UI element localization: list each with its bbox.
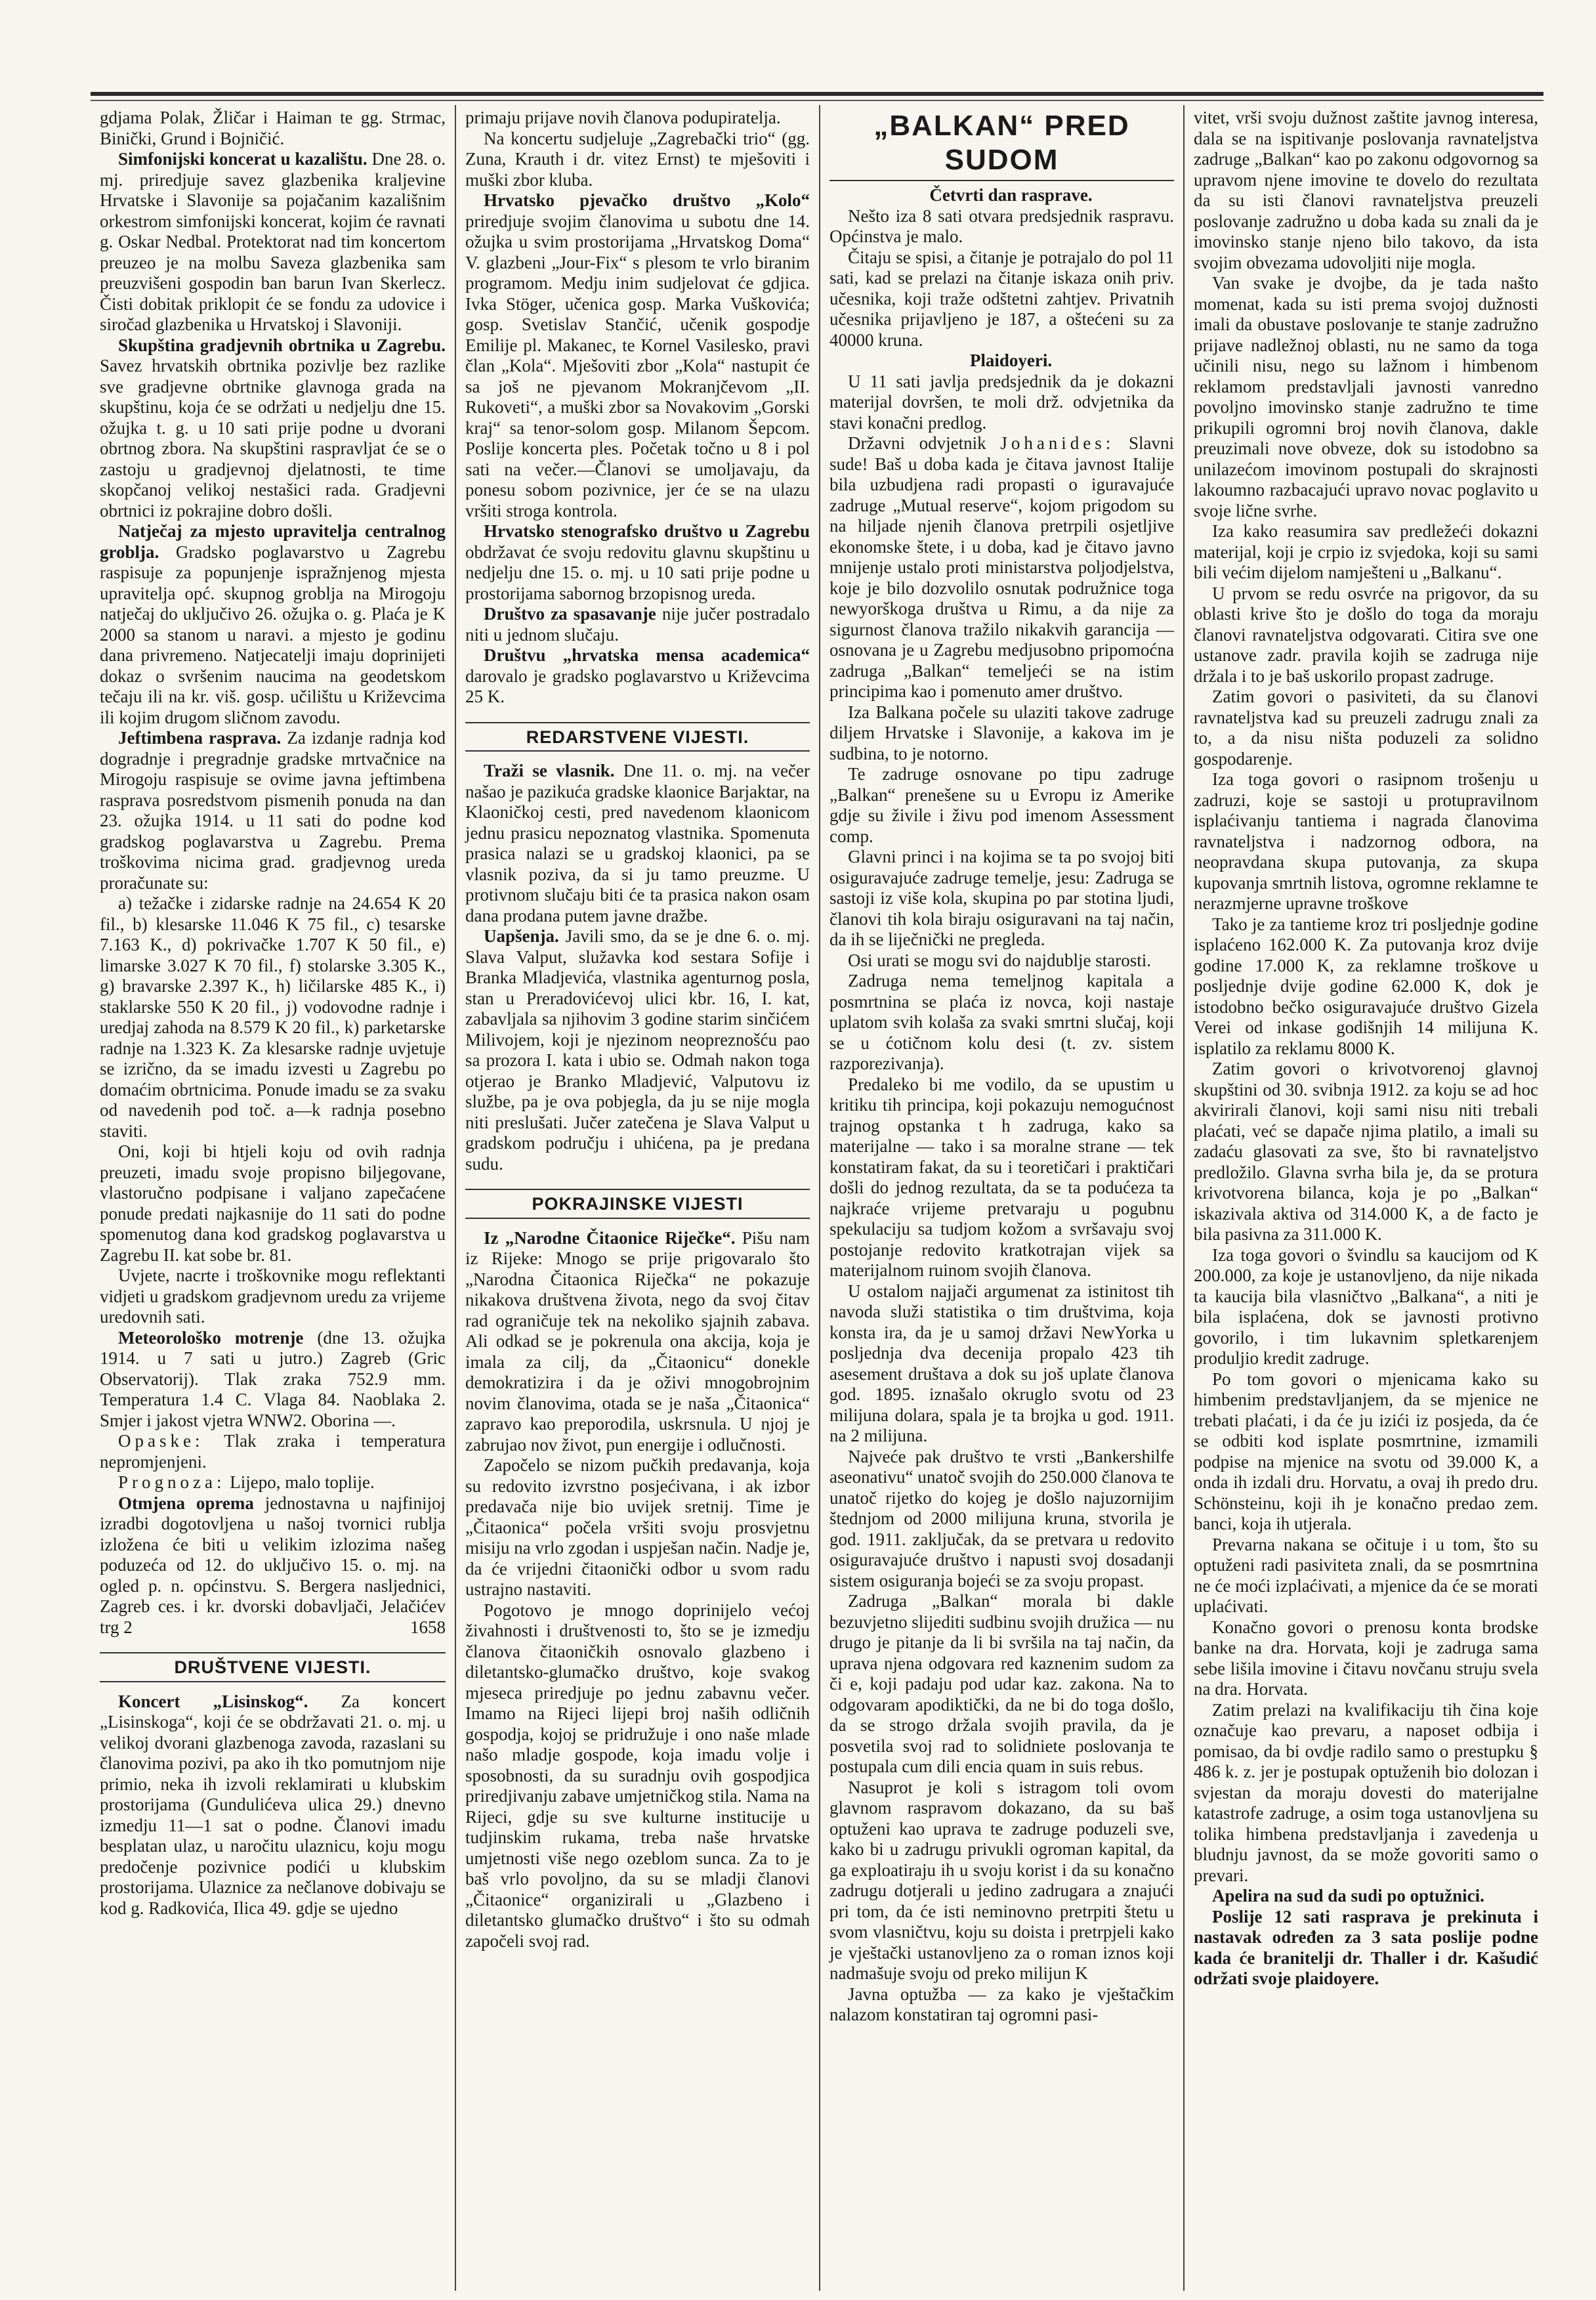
paragraph: Predaleko bi me vodilo, da se upustim u kritiku tih principa, koji pokazuju nemogućnost trajnog opstanka t h zadruga, kako sa materijalne — tako i sa moralne strane — tek konstatiram fakat, da su i teoretičari i praktičari došli do jednog rezultata, da se ta podućeza ta najkraće vrijeme pretvaraju u pogubnu spekulaciju sa tudjom kožom a svršavaju svoj postojanje redovito kratkotrajan vijek sa materijalnom ruinom svojih članova. xyxy=(830,1074,1174,1280)
news-item xyxy=(465,1228,810,1456)
masthead-rule-thin xyxy=(91,100,1544,101)
paragraph: Te zadruge osnovane po tipu zadruge „Balkan“ prenešene su u Evropu iz Amerike gdje su živile i živu pod imenom Assessment comp. xyxy=(830,764,1174,846)
paragraph: Zadruga „Balkan“ morala bi dakle bezuvjetno slijediti sudbinu svojih družica — nu drugo je pitanje da li bi svršila na taj način, da uprava njena odgovara red kaznenim sudom za či e, koji padaju pod udar kaz. zakona. Na to odgovaram apodiktički, da ne bi do toga došlo, da se strogo držala svojih pravila, da je posvetila svoj rad to solidniete poslovanja te postupala cum dili encia quam in suis rebus. xyxy=(830,1591,1174,1776)
paragraph: Uvjete, nacrte i troškovnike mogu reflektanti vidjeti u gradskom gradjevnom uredu za vrijeme uredovnih sati. xyxy=(100,1266,446,1327)
article-subheading: Plaidoyeri. xyxy=(969,351,1053,370)
item-text: Dne 11. o. mj. na večer našao je pazikuća gradske klaonice Barjaktar, na Klaoničkoj cesti, pred navedenom klaonicom jednu prasicu nepoznatog vlastnika. Spomenuta prasica nalazi se u gradskoj klaonici, pa se vlasnik poziva, da si ju tamo preuzme. U protivnom slučaju biti će ta prasica nakon osam dana prodana putem javne dražbe. xyxy=(465,761,810,926)
news-item xyxy=(465,604,810,645)
news-item xyxy=(465,761,810,926)
item-heading: Jeftimbena rasprava. xyxy=(118,728,282,748)
item-heading: Natječaj za mjesto upravitelja centralnog groblja. xyxy=(100,521,446,562)
item-text: jednostavna u najfinijoj izradbi dogotovljena u našoj tvornici rublja izložena će biti u velikim izlozima našeg poduzeća od 12. do uključivo 15. o. mj. na ogled p. n. općinstvu. S. Bergera nasljednici, Zagreb ces. i kr. dvorski dobavljači, Jelačićev trg 2 xyxy=(100,1493,446,1637)
paragraph: Započelo se nizom pučkih predavanja, koja su redovito izvrstno posjećivana, i ak izbor predavača nije bio uvijek sretnij. Time je „Čitaonica“ počela vršiti svoju prosvjetnu misiju na vrlo zgodan i uspješan način. Nadje je, da će vrijedni čitaonički odbor u svom radu ustrajno nastaviti. xyxy=(465,1455,810,1599)
news-item xyxy=(100,728,446,893)
speaker-name: Johanides: xyxy=(1000,433,1115,453)
item-text: Za izdanje radnja kod dogradnje i pregradnje gradske mrtvačnice na Mirogoju raspisuje se ovime javna jeftimbena rasprava posredstvom pismenih ponuda na dan 23. ožujka 1914. u 11 sati do podne kod gradskog poglavarstva u Zagrebu. Prema troškovima nicima grad. gradjevnog ureda proračunate su: xyxy=(100,728,446,893)
item-heading: Društvu „hrvatska mensa academica“ xyxy=(484,645,810,665)
item-heading: Hrvatsko pjevačko društvo „Kolo“ xyxy=(484,190,810,210)
item-text: Tlak zraka i temperatura nepromjenjeni. xyxy=(100,1431,446,1472)
paragraph xyxy=(830,433,1174,702)
paragraph: Apelira na sud da sudi po optužnici. xyxy=(1212,1886,1484,1906)
paragraph: Iza toga govori o rasipnom trošenju u zadruzi, koje se sastoji u protupravilnom isplaćivanju tantiema i nagrada članovima ravnateljstva i nadzornog odbora, na neopravdana skupa putovanja, za skupa kupovanja smrtnih listova, ogromne reklamne te nerazmjerne upravne troškove xyxy=(1194,769,1538,913)
paragraph: Tako je za tantieme kroz tri posljednje godine isplaćeno 162.000 K. Za putovanja kroz dvije godine 17.000 K, za reklamne troškove u posljednje dvije godine 62.000 K, dok je istodobno bečko osiguravajuće društvo Gizela Verei od inkase godišnjih 14 milijuna K. isplatilo za reklamu 8000 K. xyxy=(1194,914,1538,1058)
item-text: Za koncert „Lisinskoga“, koji će se obdržavati 21. o. mj. u velikoj dvorani glazbenoga zavoda, razaslani su članovima pozivi, pa ako ih tko pomutnjom nije primio, neka ih izvoli reklamirati u klubskim prostorijama (Gundulićeva ulica 29.) dnevno izmedju 11—1 sat o podne. Članovi imadu besplatan ulaz, u naročitu ulaznicu, koju mogu predočenje pozivnice podići u klubskim prostorijama. Ulaznice za nečlanove dobivaju se kod g. Radkovića, Ilica 49. gdje se ujedno xyxy=(100,1691,446,1918)
column-2 xyxy=(455,105,819,2291)
paragraph xyxy=(100,1472,446,1493)
section-heading: POKRAJINSKE VIJESTI xyxy=(465,1189,810,1219)
news-item xyxy=(100,521,446,728)
paragraph: primaju prijave novih članova podupiratelja. xyxy=(465,108,781,127)
item-text: Pišu nam iz Rijeke: Mnogo se prije prigovaralo što „Narodna Čitaonica Riječka“ ne pokazuje nikakova društvena života, nego da svoj čitav rad ograničuje tek na nekoliko sjajnih zabava. Ali odkad se je pokrenula ona akcija, koja je imala za cilj, da „Čitaonicu“ donekle demokratizira i da je oživi mnogobrojnim novim članovima, otada se je naša „Čitaonica“ zapravo kao preporodila, uskrsnula. U njoj je zabrujao nov život, pun energije i odlučnosti. xyxy=(465,1227,810,1455)
paragraph: gdjama Polak, Žličar i Haiman te gg. Strmac, Binički, Grund i Bojničić. xyxy=(100,108,446,148)
item-heading: Uapšenja. xyxy=(484,926,559,946)
item-heading: Koncert „Lisinskog“. xyxy=(118,1691,308,1711)
paragraph: Konačno govori o prenosu konta brodske banke na dra. Horvata, koji je zadruga sama sebe lišila imovine i čitavu novčanu struju svela na dra. Horvata. xyxy=(1194,1617,1538,1699)
column-1 xyxy=(91,105,455,2291)
item-heading: Društvo za spasavanje xyxy=(484,604,656,624)
paragraph: Javna optužba — za kako je vještačkim nalazom konstatiran taj ogromni pasi- xyxy=(830,1984,1174,2024)
paragraph: Čitaju se spisi, a čitanje je potrajalo do pol 11 sati, kad se prelazi na čitanje iskaza onih priv. učesnika, koji traže odštetni zahtjev. Privatnih učesnika prijavljeno je 187, a oštećeni su za 40000 kruna. xyxy=(830,247,1174,350)
paragraph: Prevarna nakana se očituje i u tom, što su optuženi radi pasiviteta znali, da se posmrtnina ne će moći izplaćivati, a mjenice da će se morati uplaćivati. xyxy=(1194,1534,1538,1616)
paragraph: Zatim prelazi na kvalifikaciju tih čina koje označuje kao prevaru, a naposet odbija i pomisao, da bi ovdje radilo samo o prestupku § 486 k. z. jer je postupak optuženih bio dolozan i svjestan da moraju dovesti do materijalne katastrofe zadruge, a osim toga ustanovljena su tolika himbena predstavljanja i zavedenja u bludnju javnost, da se može govoriti samo o prevari. xyxy=(1194,1699,1538,1885)
label: Opaske: xyxy=(118,1431,204,1451)
paragraph: Nešto iza 8 sati otvara predsjednik raspravu. Općinstva je malo. xyxy=(830,205,1174,246)
news-item xyxy=(100,1328,446,1432)
item-heading: Hrvatsko stenografsko društvo u Zagrebu xyxy=(484,521,810,541)
item-heading: Skupština gradjevnih obrtnika u Zagrebu. xyxy=(118,335,446,355)
news-item xyxy=(100,149,446,335)
column-4 xyxy=(1183,105,1547,2291)
paragraph: Nasuprot je koli s istragom toli ovom glavnom raspravom dokazano, da su baš optuženi kao uprava te zadruge poduzeli sve, kako bi u zadrugu privukli ogroman kapital, da ga exploatiraju ih u svoju korist i da su konačno zadrugu dotjerali u jedino zadrugara a znajući pri tom, da će isti neminovno pretrpiti štetu u svom vlasničtvu, koju su doista i pretrpjeli kako je vještački ustanovljeno za o roman iznos koji nadmašuje svoju od preko milijun K xyxy=(830,1777,1174,1983)
paragraph: U prvom se redu osvrće na prigovor, da su oblasti krive što je došlo do toga da moraju članovi ravnateljstva odgovarati. Citira sve one ustanove zadr. pravila kojih se zadruga nije držala i to je baš uskorilo propast zadruge. xyxy=(1194,583,1538,686)
item-text: Javili smo, da se je dne 6. o. mj. Slava Valput, služavka kod sestara Sofije i Branka Mladjevića, vlastnika agenturnog posla, stan u Preradovićevoj ulici kbr. 16, I. kat, zabavljala sa njihovim 3 godine starim sinčićem Milivojem, koji je njezinom neopreznošću pao sa prozora I. kata i ubio se. Odmah nakon toga otjerao je Branko Mladjević, Valputovu iz službe, pa je ova pobjegla, da ju se nije mogla niti preslušati. Jučer zatečena je Slava Valput u gradskom području i uhićena, pa je predana sudu. xyxy=(465,926,810,1174)
item-text: (dne 13. ožujka 1914. u 7 sati u jutro.) Zagreb (Gric Observatorij). Tlak zraka 752.9 mm. Temperatura 1.4 C. Vlaga 84. Naoblaka 2. Smjer i jakost vjetra WNW2. Oborina —. xyxy=(100,1327,446,1430)
paragraph: Po tom govori o mjenicama kako su himbenim predstavljanjem, da se mjenice ne trebati plaćati, i da će ju izići iz posjeda, da će se odbiti kod isplate posmrtnine, izmamili podpise na mjenice na svotu od 39.000 K, a onda ih izdali dru. Horvatu, a ovaj ih predo dru. Schönsteinu, koji ih je konačno predao zem. banci, koja ih utjerala. xyxy=(1194,1369,1538,1533)
paragraph: Iza kako reasumira sav predležeći dokazni materijal, koji je crpio iz svjedoka, koji su sami bili većim dijelom namješteni u „Balkanu“. xyxy=(1194,521,1538,582)
newspaper-page xyxy=(91,105,1549,2291)
item-text: Lijepo, malo toplije. xyxy=(230,1472,375,1492)
paragraph: a) težačke i zidarske radnje na 24.654 K 20 fil., b) klesarske 11.046 K 75 fil., c) tesarske 7.163 K., d) pokrivačke 1.707 K 50 fil., e) limarske 3.027 K 70 fil., f) stolarske 3.305 K., g) bravarske 2.397 K., h) ličilarske 485 K., i) staklarske 550 K 20 fil., j) vodovodne radnje i uredjaj zahoda na 8.579 K 20 fil., k) parketarske radnje na 1.323 K. Za klesarske radnje uvjetuje se izrično, da se imadu izvesti u Zagrebu po domaćim obrtnicima. Ponude imadu se za svaku od navedenih pod toč. a—k radnja posebno staviti. xyxy=(100,893,446,1141)
section-heading: DRUŠTVENE VIJESTI. xyxy=(100,1652,446,1682)
paragraph: U ostalom najjači argumenat za istinitost tih navoda služi statistika o tim društvima, koja konsta ira, da je u samoj državi NewYorka u posljednja dva decenija propalo 423 tih asesement društava a dok su još uplate članova god. 1895. iznašalo okruglo svotu od 23 milijuna dolara, spala je ta brojka u god. 1911. na 2 milijuna. xyxy=(830,1281,1174,1445)
paragraph: Zatim govori o pasiviteti, da su članovi ravnateljstva kad su preuzeli zadrugu znali za to, a da nisu ništa poduzeli za solidno gospodarenje. xyxy=(1194,687,1538,769)
paragraph: Zadruga nema temeljnog kapitala a posmrtnina se plaća iz novca, koji nastaje uplatom svih kolaša za svaki smrtni slučaj, koji se u ćotičnom kolu desi (t. zv. sistem razporezivanja). xyxy=(830,971,1174,1073)
masthead-rule xyxy=(91,92,1544,96)
item-text: Dne 28. o. mj. priredjuje savez glazbenika kraljevine Hrvatske i Slavonije sa pojačanim kazališnim orkestrom simfonijski koncerat, kojim će ravnati g. Oskar Nedbal. Protektorat nad tim koncertom preuzeo je na molbu Saveza glazbenika sam preuzvišeni gospodin ban barun Ivan Skerlecz. Čisti dobitak priklopit će se fondu za udovice i siročad glazbenika u Hrvatskoj i Slavoniji. xyxy=(100,149,446,334)
advertisement xyxy=(100,1493,446,1638)
paragraph: Pogotovo je mnogo doprinijelo većoj živahnosti i društvenosti to, što se je izmedju članova čitaoničkih osnovalo glazbeno i diletantsko-glumačko društvo, koje svakog mjeseca priredjuje po jednu zabavnu večer. Imamo na Rijeci lijepi broj naših odličnih gospodja, kojoj se pridružuje i ono naše mlade našo mladje gospode, koja imadu volje i sposobnosti, da su suradnju ovih gospodjica priredjivanju zabave umjetničkog stila. Nama na Rijeci, gdje su sve kulturne institucije u tudjinskim rukama, treba naše hrvatske umjetnosti više nego ozeblom sunca. Za to je baš vrlo povoljno, da su se mladji članovi „Čitaonice“ organizirali u „Glazbeno i diletantsko glumačko društvo“ i što su odmah započeli svoj rad. xyxy=(465,1600,810,1951)
item-heading: Traži se vlasnik. xyxy=(484,761,615,780)
ad-number: 1658 xyxy=(410,1617,446,1637)
article-headline: „BALKAN“ PRED SUDOM xyxy=(830,109,1174,181)
section-heading: REDARSTVENE VIJESTI. xyxy=(465,722,810,752)
paragraph: Iza Balkana počele su ulaziti takove zadruge diljem Hrvatske i Slavonije, a kakova im je sudbina, to je notorno. xyxy=(830,702,1174,763)
item-text: Gradsko poglavarstvo u Zagrebu raspisuje za popunjenje ispražnjenog mjesta upravitelja opć. skupnog groblja na Mirogoju natječaj do uključivo 26. ožujka o. g. Plaća je K 2000 sa stanom u naravi. a mjesto je godinu dana privremeno. Natjecatelji imaju doprinijeti dokaz o svršenim naucima na geodetskom tečaju ili na kr. viš. gosp. učilištu u Križevcima ili kojim drugom sličnom zavodu. xyxy=(100,542,446,727)
label: Prognoza: xyxy=(118,1472,226,1492)
paragraph: Osi urati se mogu svi do najdublje starosti. xyxy=(848,950,1151,970)
paragraph: U 11 sati javlja predsjednik da je dokazni materijal dovršen, te moli drž. odvjetnika da stavi konačni predlog. xyxy=(830,371,1174,433)
speaker-label: Državni odvjetnik xyxy=(848,433,986,453)
news-item xyxy=(465,521,810,604)
news-item xyxy=(100,1692,446,1919)
paragraph: Van svake je dvojbe, da je tada našto momenat, kada su isti prema svojoj dužnosti imali da obustave poslovanje te stanje zadružno prijave nadležnoj oblasti, nu ne samo da toga učinili nisu, nego su lažnom i himbenom reklamom predstavljali javnosti vanredno povoljno imovinsko stanje zadružno te time prikupili ogromni broj novih članova, dakle preuzimali nove obveze, dok su istodobno sa unilazećom imovinom postupali do skrajnosti lakoumno razbacajući upravo novac poglavito u svoje lične svrhe. xyxy=(1194,273,1538,521)
item-heading: Meteorološko motrenje xyxy=(118,1327,304,1348)
paragraph xyxy=(100,1431,446,1472)
item-text: Slavni sude! Baš u doba kada je čitava javnost Italije bila uzbudjena radi propasti o iguravajuće zadruge „Mutual reserve“, kojom prigodom su na hiljade njenih članova pretrpili osjetljive ekonomske štete, i u doba, kad je čitavo javno mnijenje ustalo proti ministarstva poljodjelstva, koje je bilo dozvolilo osnutak podružnice toga newyorškoga društva u Rimu, a da nije za sigurnost članova tražilo nikakvih garancija — osnovana je u Zagrebu medjusobno pripomoćna zadruga „Balkan“ temeljeći se na istim principima kao i pomenuto amer društvo. xyxy=(830,433,1175,701)
paragraph: Najveće pak društvo te vrsti „Bankershilfe aseonativu“ unatoč svojih do 250.000 članova te unatoč rijetko do kojeg je došlo najuzornijim štednjom od 2000 milijuna kruna, stvorila je god. 1911. zaključak, da se pretvara u redovito osiguravajuće društvo i napusti svoj dosadanji sistem osiguranja bojeći se za svoju propast. xyxy=(830,1446,1174,1590)
paragraph: Na koncertu sudjeluje „Zagrebački trio“ (gg. Zuna, Krauth i dr. vitez Ernst) te mješoviti i muški zbor kluba. xyxy=(465,128,810,190)
column-3 xyxy=(819,105,1183,2291)
item-heading: Otmjena oprema xyxy=(118,1493,254,1513)
paragraph: Zatim govori o krivotvorenoj glavnoj skupštini od 30. svibnja 1912. za koju se ad hoc akvirirali članovi, koji sami nisu niti trebali plaćati, već se dapače njima platilo, a imali su zadaću glasovati za sve, što bi ravnateljstvo predložilo. Glavna svrha bila je, da se protura krivotvorena bilanca, koja je po „Balkan“ iskazivala aktiva od 314.000 K, a de facto je bila pasivna za 311.000 K. xyxy=(1194,1059,1538,1244)
paragraph: Poslije 12 sati rasprava je prekinuta i nastavak određen za 3 sata poslije podne kada će branitelji dr. Thaller i dr. Kašudić održati svoje plaidoyere. xyxy=(1194,1906,1538,1988)
item-text: Savez hrvatskih obrtnika pozivlje bez razlike sve gradjevne obrtnike glavnoga grada na skupštinu, koja će se održati u nedjelju dne 15. ožujka t. g. u 10 sati prije podne u dvorani obrtnog zbora. Na skupštini raspravljat će se o zastoju u gradjevnoj djelatnosti, te time skopčanoj velikoj nestašici rada. Gradjevni obrtnici iz pokrajine dobro došli. xyxy=(100,356,446,521)
paragraph: Iza toga govori o švindlu sa kaucijom od K 200.000, za koje je ustanovljeno, da nije nikada ta kaucija bila vlasničtvo „Balkana“, a niti je bila isplaćena, dok se javnosti protivno govorilo, i tim lukavnim spletkarenjem produljio kredit zadruge. xyxy=(1194,1245,1538,1368)
item-text: obdržavat će svoju redovitu glavnu skupštinu u nedjelju dne 15. o. mj. u 10 sati prije podne u prostorijama sabornog brzopisnog ureda. xyxy=(465,542,810,603)
news-item xyxy=(465,190,810,521)
paragraph: Glavni princi i na kojima se ta po svojoj biti osiguravajuće zadruge temelje, jesu: Zadruga se sastoji iz više kola, skupina po par stotina ljudi, članovi tih kola biraju osiguravani na taj način, da ih se liječnički ne pregleda. xyxy=(830,847,1174,949)
news-item xyxy=(100,335,446,522)
news-item xyxy=(465,645,810,708)
item-text: priredjuje svojim članovima u subotu dne 14. ožujka u svim prostorijama „Hrvatskog Doma“ V. glazbeni „Jour-Fix“ s plesom te vrlo biranim programom. Medju inim sudjelovat će gdjica. Ivka Stöger, učenica gosp. Marka Vuškovića; gosp. Svetislav Stančić, učenik gospodje Emilije pl. Makanec, te Kornel Vasilesko, pravi član „Kola“. Mješoviti zbor „Kola“ nastupit će sa još ne pjevanom Mokranjčevom „II. Rukoveti“, a muški zbor sa Novakovim „Gorski kraj“ sa tenor-solom gosp. Milanom Šepcom. Poslije koncerta ples. Početak točno u 8 i pol sati na večer.—Članovi se umoljavaju, da ponesu sobom pozivnice, jer će se na ulazu vršiti stroga kontrola. xyxy=(465,211,810,521)
item-text: darovalo je gradsko poglavarstvo u Križevcima 25 K. xyxy=(465,666,810,706)
paragraph: vitet, vrši svoju dužnost zaštite javnog interesa, dala se na ispitivanje poslovanja ravnateljstva zadruge „Balkan“ kao po zakonu odgovornog sa upravom njene imovine te dovelo do rezultata da su isti članovi ravnateljstva preuzeli poslovanje zadružno u doba kada su znali da je imovinsko stanje njeno bilo takovo, da ista svojim obvezama udovoljiti nije mogla. xyxy=(1194,108,1538,272)
item-heading: Simfonijski koncerat u kazalištu. xyxy=(118,149,368,169)
paragraph: Oni, koji bi htjeli koju od ovih radnja preuzeti, imadu svoje propisno biljegovane, vlastoručno podpisane i valjano zapečaćene ponude predati najkasnije do 11 sati do podne spomenutog dana kod gradskog poglavarstva u Zagrebu II. kat sobe br. 81. xyxy=(100,1141,446,1265)
item-text: nije jučer postradalo niti u jednom slučaju. xyxy=(465,604,810,645)
item-heading: Iz „Narodne Čitaonice Riječke“. xyxy=(484,1227,736,1248)
news-item xyxy=(465,926,810,1174)
article-subheading: Četvrti dan rasprave. xyxy=(929,185,1093,205)
